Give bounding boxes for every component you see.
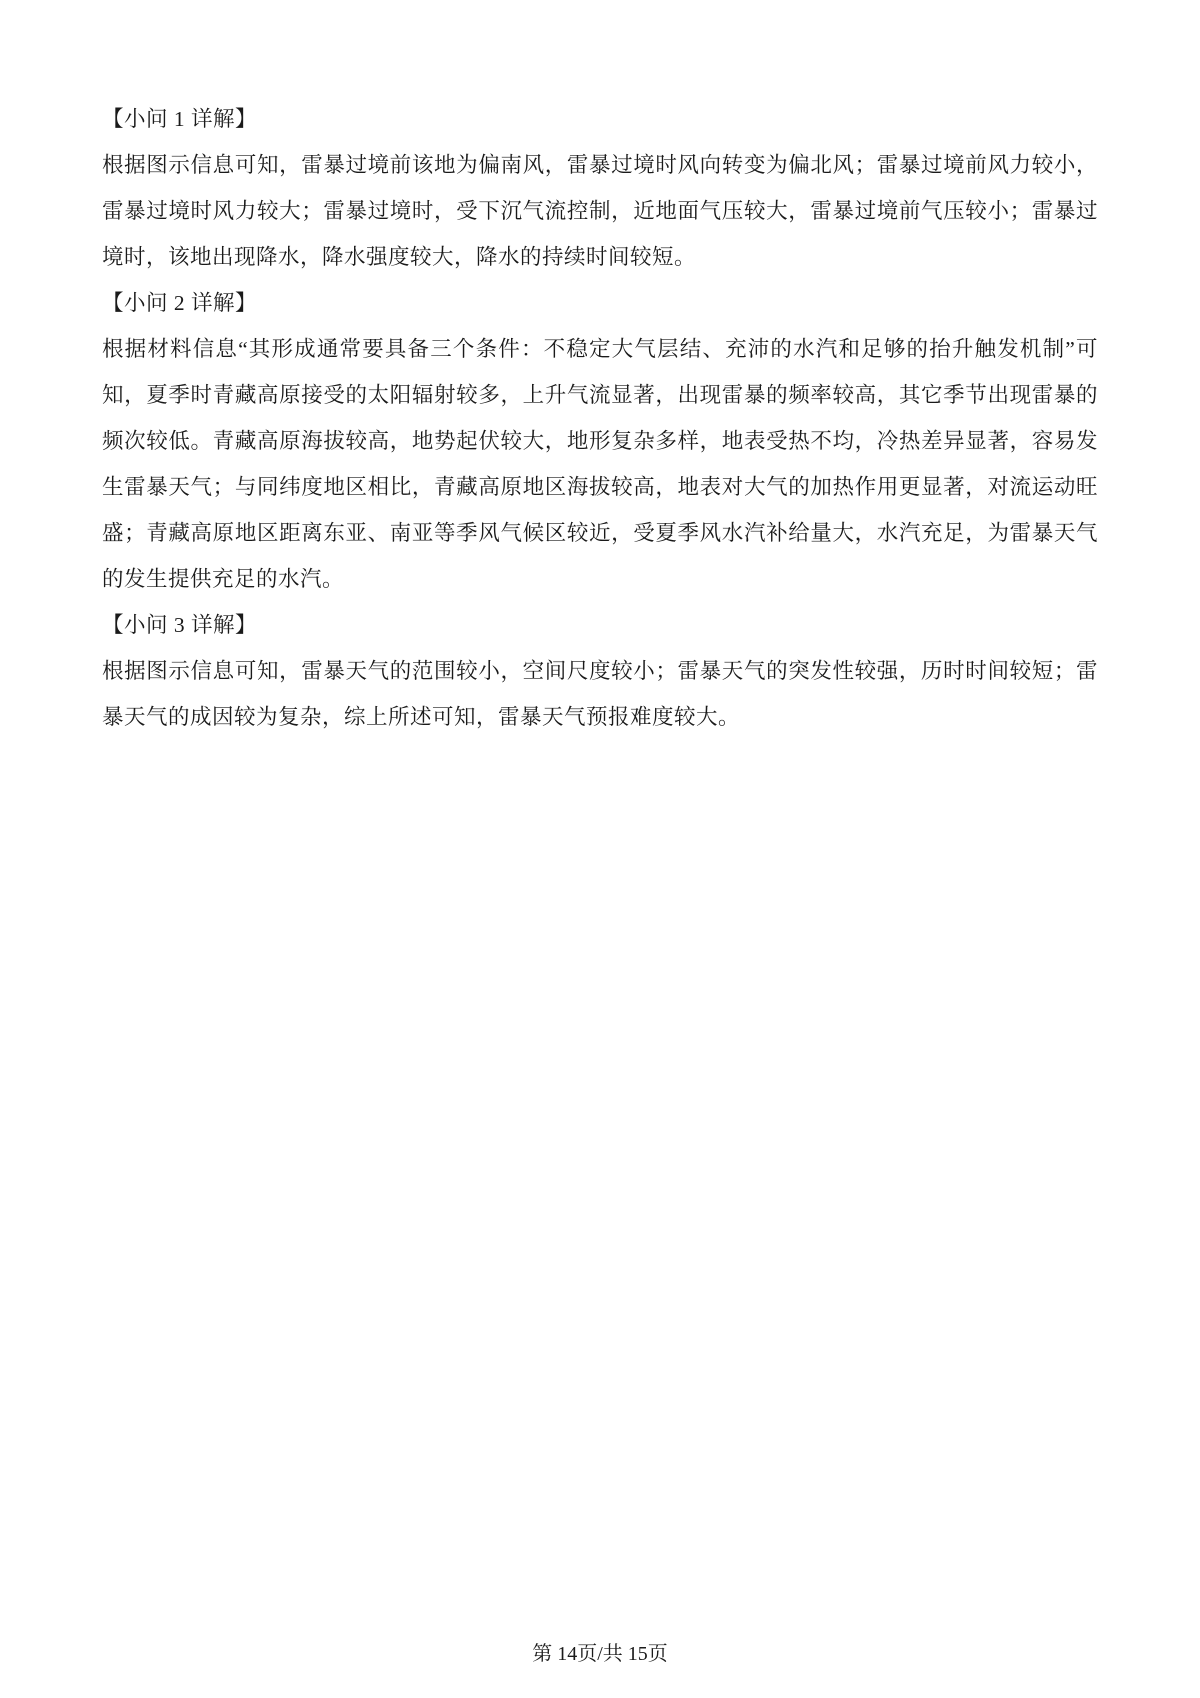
answer-explanations: [102, 96, 1098, 740]
section-subquestion-2: [102, 280, 1098, 602]
section-2-body: 根据材料信息“其形成通常要具备三个条件：不稳定大气层结、充沛的水汽和足够的抬升触发机制”可知，夏季时青藏高原接受的太阳辐射较多，上升气流显著，出现雷暴的频率较高，其它季节出现雷暴的频次较低。青藏高原海拔较高，地势起伏较大，地形复杂多样，地表受热不均，冷热差异显著，容易发生雷暴天气；与同纬度地区相比，青藏高原地区海拔较高，地表对大气的加热作用更显著，对流运动旺盛；青藏高原地区距离东亚、南亚等季风气候区较近，受夏季风水汽补给量大，水汽充足，为雷暴天气的发生提供充足的水汽。: [102, 337, 1098, 591]
page-footer: [0, 1638, 1200, 1670]
section-3-heading: 【小问 3 详解】: [102, 613, 258, 637]
section-subquestion-3: [102, 602, 1098, 740]
section-1-heading: 【小问 1 详解】: [102, 107, 258, 131]
page-number: 第 14页/共 15页: [532, 1643, 668, 1665]
section-1-body: 根据图示信息可知，雷暴过境前该地为偏南风，雷暴过境时风向转变为偏北风；雷暴过境前风力较小，雷暴过境时风力较大；雷暴过境时，受下沉气流控制，近地面气压较大，雷暴过境前气压较小；雷暴过境时，该地出现降水，降水强度较大，降水的持续时间较短。: [102, 153, 1098, 269]
section-3-body: 根据图示信息可知，雷暴天气的范围较小，空间尺度较小；雷暴天气的突发性较强，历时时间较短；雷暴天气的成因较为复杂，综上所述可知，雷暴天气预报难度较大。: [102, 659, 1098, 729]
section-subquestion-1: [102, 96, 1098, 280]
section-2-heading: 【小问 2 详解】: [102, 291, 258, 315]
